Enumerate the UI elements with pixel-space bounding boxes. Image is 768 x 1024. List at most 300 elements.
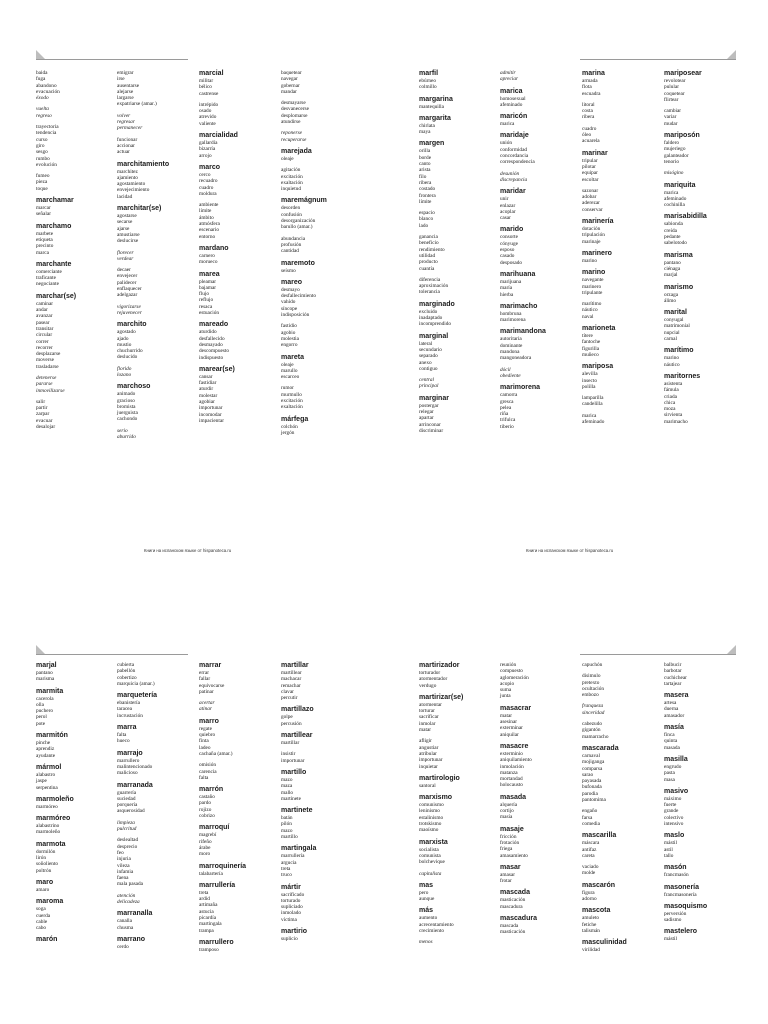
synonym: fuerte [664,802,677,809]
synonym: castaño [199,794,215,801]
synonym: sacrificar [419,714,439,721]
synonym: inadaptado [419,315,443,322]
synonym: arista [419,167,431,174]
synonym: árabe [199,844,211,851]
synonym: mástil [664,936,677,943]
synonym: desposado [500,259,523,266]
synonym: marisma [36,676,55,683]
headword: masivo [664,787,689,795]
synonym: aniquilamiento [500,757,532,764]
headword: marihuana [500,270,536,278]
synonym: clavar [281,688,294,695]
synonym: límite [199,208,212,215]
synonym: dominante [500,342,523,349]
synonym: evolución [36,161,57,168]
synonym: utilidad [419,252,436,259]
synonym: marimorena [500,317,526,324]
synonym: ganancia [419,234,438,241]
synonym: falta [199,774,209,781]
headword: marxista [419,838,448,846]
headword: marinar [582,149,608,157]
synonym: concordancia [500,153,529,160]
synonym: pleamar [199,278,217,285]
synonym: orzaga [664,291,679,298]
synonym: circular [36,332,53,339]
synonym: morueco [199,259,218,266]
synonym: militar [199,78,214,84]
synonym: gobernar [281,82,300,89]
synonym: cónyuge [500,240,518,247]
synonym: transitar [36,325,54,332]
synonym: hierba [500,291,514,298]
synonym: antifaz [582,846,597,853]
synonym: carnaval [582,752,600,759]
synonym: fastidio [281,323,297,330]
synonym: incomprendido [419,321,452,328]
synonym: aderezar [582,200,600,207]
synonym: marino [664,355,680,362]
synonym: creída [664,227,677,234]
antonym: pararse [36,381,53,388]
synonym: conformidad [500,146,528,153]
dictionary-column [36,662,114,944]
synonym: injuria [117,856,131,863]
synonym: talabartería [199,870,223,877]
antonym: inmovilizarse [36,387,65,394]
headword: mascadura [500,915,537,923]
synonym: gresca [500,398,514,405]
synonym: soga [36,906,46,913]
synonym: mudar [664,120,678,127]
synonym: engaño [582,808,598,815]
synonym: cambiar [664,108,682,115]
headword: marital [664,309,687,317]
synonym: reunión [500,662,517,668]
antonym: vuelta [36,106,49,113]
synonym: polilla [582,383,596,390]
synonym: molde [582,870,596,877]
dictionary-page-bottom [0,512,768,1024]
synonym: bolchevique [419,859,445,866]
headword: maridar [500,188,526,196]
synonym: suma [500,687,512,694]
corner-triangle-icon [727,50,736,59]
antonym: aburrido [117,434,136,441]
synonym: curso [36,136,48,143]
headword: masar [500,863,521,871]
headword: mármol [36,763,62,771]
synonym: galanteador [664,152,689,159]
synonym: aniquilar [500,731,519,738]
synonym: engorro [281,342,298,349]
synonym: jergón [281,429,295,436]
synonym: comedia [582,820,600,827]
synonym: víctima [281,916,297,923]
synonym: vahído [281,299,296,306]
synonym: resaca [199,303,213,310]
synonym: mascada [500,923,519,930]
synonym: grande [664,808,679,815]
headword: marchamo [36,222,72,230]
headword: mariposa [582,363,614,371]
synonym: secarse [117,219,133,226]
synonym: canto [419,161,431,168]
synonym: chirlata [419,122,435,129]
headword: maslo [664,832,685,840]
headword: marea [199,270,220,278]
synonym: recorrer [36,344,53,351]
synonym: trayectoria [36,124,59,131]
synonym: masticación [500,897,526,904]
headword: marítimo [664,347,694,355]
synonym: rojizo [199,806,212,813]
synonym: marcar [36,205,51,212]
synonym: acuarela [582,138,600,145]
synonym: sadismo [664,917,682,924]
headword: martirizador [419,662,460,669]
synonym: traficante [36,275,56,282]
synonym: amaro [36,886,50,893]
synonym: desplomarse [281,112,308,119]
synonym: masticación [500,929,526,936]
synonym: envejecimiento [117,187,150,194]
synonym: maría [500,285,513,292]
header-rule [36,59,188,60]
headword: masera [664,692,689,700]
antonym: detenerse [36,374,57,381]
synonym: feo [117,849,124,856]
synonym: deslucirse [117,238,139,245]
headword: marmoleño [36,795,74,803]
synonym: finca [664,732,675,739]
synonym: agobio [281,329,296,336]
synonym: atormentar [419,701,442,708]
synonym: treta [281,865,291,872]
synonym: quiebro [199,732,216,739]
dictionary-column [199,70,277,424]
headword: marra [117,724,137,732]
synonym: poltrón [36,867,52,874]
synonym: marica [582,412,597,419]
synonym: marrullería [281,853,305,860]
synonym: revolotear [664,78,686,84]
dictionary-column [500,662,578,936]
synonym: recuadro [199,178,218,185]
synonym: oleaje [281,361,294,368]
synonym: óleo [582,132,592,139]
synonym: ajamiento [117,174,138,181]
synonym: discriminar [419,427,444,434]
synonym: bélico [199,84,212,91]
synonym: indisposición [281,312,310,319]
synonym: confusión [281,211,302,218]
synonym: carnal [664,336,677,343]
synonym: deslealtad [117,837,139,844]
headword: marrón [199,786,224,794]
synonym: avanzar [36,313,53,320]
synonym: mazo [281,776,293,783]
headword: mascarón [582,881,616,889]
synonym: agostarse [117,213,137,220]
antonym: florido [117,365,132,372]
synonym: batán [281,815,293,822]
headword: masilla [664,755,688,763]
dictionary-column [117,70,195,440]
headword: mareo [281,278,303,286]
antonym: vigorizarse [117,303,141,310]
synonym: escoltar [582,176,599,183]
synonym: ladeo [199,744,211,751]
synonym: fuga [36,76,46,83]
antonym: admitir [500,70,516,76]
synonym: títere [582,333,593,340]
synonym: cansar [199,373,213,380]
synonym: largarse [117,95,134,102]
headword: marchante [36,260,72,268]
synonym: balbucir [664,662,682,668]
synonym: correr [36,338,49,345]
synonym: mala pasada [117,881,144,888]
synonym: aprendiz [36,746,55,753]
synonym: masada [664,744,680,751]
synonym: colchón [281,423,298,430]
antonym: desunión [500,170,520,177]
dictionary-column [500,70,578,430]
synonym: martinete [281,795,302,802]
synonym: amasar [500,871,515,878]
synonym: desmayado [199,341,223,348]
synonym: giro [36,142,45,149]
synonym: límite [419,198,432,205]
synonym: abandono [36,82,57,89]
synonym: virilidad [582,947,600,954]
header-rule [36,654,188,655]
synonym: camorra [500,392,518,399]
headword: maridaje [500,132,529,140]
synonym: cable [36,918,48,925]
synonym: colmillo [419,84,437,91]
synonym: maoísmo [419,827,439,834]
synonym: omisión [199,762,217,769]
headword: marchar(se) [36,292,77,300]
synonym: moverse [36,357,54,364]
synonym: importunar [281,757,305,764]
headword: mariquita [664,181,696,189]
synonym: reflujo [199,297,214,304]
synonym: masa [664,776,675,783]
headword: martillear [281,732,313,740]
synonym: marmóreo [36,803,58,810]
synonym: separado [419,353,438,360]
synonym: moldura [199,190,217,197]
synonym: duerna [664,706,679,713]
synonym: conyugal [664,317,684,324]
synonym: marino [582,257,598,264]
synonym: ebúrneo [419,78,437,84]
headword: marginar [419,394,449,402]
synonym: fricción [500,833,517,840]
synonym: evacuar [36,417,53,424]
antonym: atención [117,892,136,899]
synonym: pulular [664,84,680,91]
synonym: cuerda [36,912,51,919]
synonym: pero [419,889,429,896]
headword: marimorena [500,384,541,392]
antonym: serio [117,427,128,434]
synonym: zarpar [36,411,50,418]
dictionary-column [664,662,742,943]
synonym: maya [419,129,431,136]
synonym: variar [664,114,677,121]
synonym: aunque [419,896,435,903]
headword: mártir [281,883,301,891]
synonym: francmasón [664,872,689,879]
synonym: fallar [199,676,211,683]
synonym: alabastro [36,771,56,778]
synonym: unión [500,140,513,147]
synonym: diferencia [419,276,441,283]
dictionary-column [664,70,742,425]
synonym: pardo [199,800,212,807]
antonym: acertar [199,700,215,707]
synonym: sesgo [36,149,48,156]
synonym: pilotar [582,163,596,170]
synonym: afeminado [664,195,687,202]
synonym: torturar [419,708,435,715]
synonym: equivocarse [199,682,225,689]
synonym: cantidad [281,248,299,255]
synonym: juerguista [117,410,138,417]
synonym: tripular [582,157,598,164]
synonym: marmoleño [36,829,61,836]
synonym: coquetear [664,90,685,97]
antonym: regresar [117,119,135,126]
headword: martillar [281,662,309,669]
synonym: treta [199,889,209,896]
synonym: pantomima [582,797,606,804]
synonym: lamparilla [582,395,604,402]
synonym: adorno [582,896,597,903]
synonym: asistenta [664,380,683,387]
synonym: bromista [117,403,136,410]
synonym: agostado [117,329,136,336]
headword: martillo [281,768,307,776]
synonym: jaspe [36,778,47,785]
dictionary-column [419,70,497,434]
synonym: unir [500,196,509,203]
synonym: angustiar [419,744,439,751]
dictionary-column [281,70,359,436]
synonym: adelgazar [117,292,138,299]
headword: masonería [664,883,700,891]
synonym: enlazar [500,202,516,209]
synonym: marijuana [500,278,522,285]
synonym: murmullo [281,391,302,398]
synonym: excitación [281,173,303,180]
synonym: esposo [500,247,515,254]
headword: maroma [36,898,64,906]
synonym: agobiar [199,398,215,405]
synonym: fetiche [582,921,597,928]
synonym: rendimiento [419,246,445,253]
synonym: pantano [664,259,681,266]
synonym: martillo [281,834,298,841]
headword: martirologio [419,774,460,782]
synonym: rumbo [36,155,50,162]
headword: marimacho [500,302,538,310]
antonym: rejuvenecer [117,309,142,316]
synonym: canalla [117,918,132,925]
antonym: misógino [664,170,684,177]
headword: marroquinería [199,862,247,870]
synonym: profusión [281,241,302,248]
synonym: rumor [281,385,294,392]
synonym: machacar [281,676,302,683]
synonym: mantequilla [419,103,445,110]
synonym: chica [664,399,676,406]
synonym: borde [419,154,432,161]
synonym: engrudo [664,763,682,770]
synonym: alevilla [582,371,598,378]
page-footer: Книги на испанском языке от hispanoteca.ru [144,548,232,553]
page-footer: Книги на испанском языке от hispanoteca.ru [526,548,614,553]
synonym: mojiganga [582,759,605,766]
synonym: álimo [664,297,677,304]
synonym: acrecentamiento [419,921,454,928]
synonym: acoplar [500,208,516,215]
synonym: fastidiar [199,380,217,387]
synonym: cabo [36,925,46,932]
synonym: suplicio [281,936,298,943]
synonym: sacrificado [281,891,305,898]
headword: mascarada [582,744,619,752]
synonym: trampa [199,927,214,934]
synonym: astil [664,846,673,853]
synonym: ribera [582,114,595,121]
dictionary-column [281,662,359,942]
antonym: regreso [36,112,52,119]
synonym: masía [500,814,513,821]
headword: marmitón [36,732,68,740]
synonym: ámbito [199,214,214,221]
synonym: perol [36,714,47,721]
synonym: valiente [199,120,216,127]
dictionary-column [36,70,114,430]
synonym: payasada [582,778,602,785]
synonym: lado [419,222,429,229]
synonym: tiberio [500,423,514,430]
antonym: capitalista [419,870,442,877]
synonym: colectivo [664,814,684,821]
synonym: correspondencia [500,159,535,166]
synonym: mangoneadora [500,355,532,362]
synonym: disimulo [582,673,601,680]
antonym: éxodo [36,95,49,102]
synonym: tenorio [664,158,680,165]
synonym: escuadra [582,90,601,97]
synonym: ebanistería [117,700,140,707]
synonym: relegar [419,408,434,415]
synonym: artesa [664,700,677,707]
headword: mascada [500,889,530,897]
synonym: talismán [582,927,600,934]
headword: maremágnum [281,197,327,205]
synonym: afligir [419,738,432,745]
synonym: intensivo [664,821,684,828]
headword: marinero [582,249,612,257]
synonym: holocausto [500,782,523,789]
synonym: actuar [117,149,130,156]
